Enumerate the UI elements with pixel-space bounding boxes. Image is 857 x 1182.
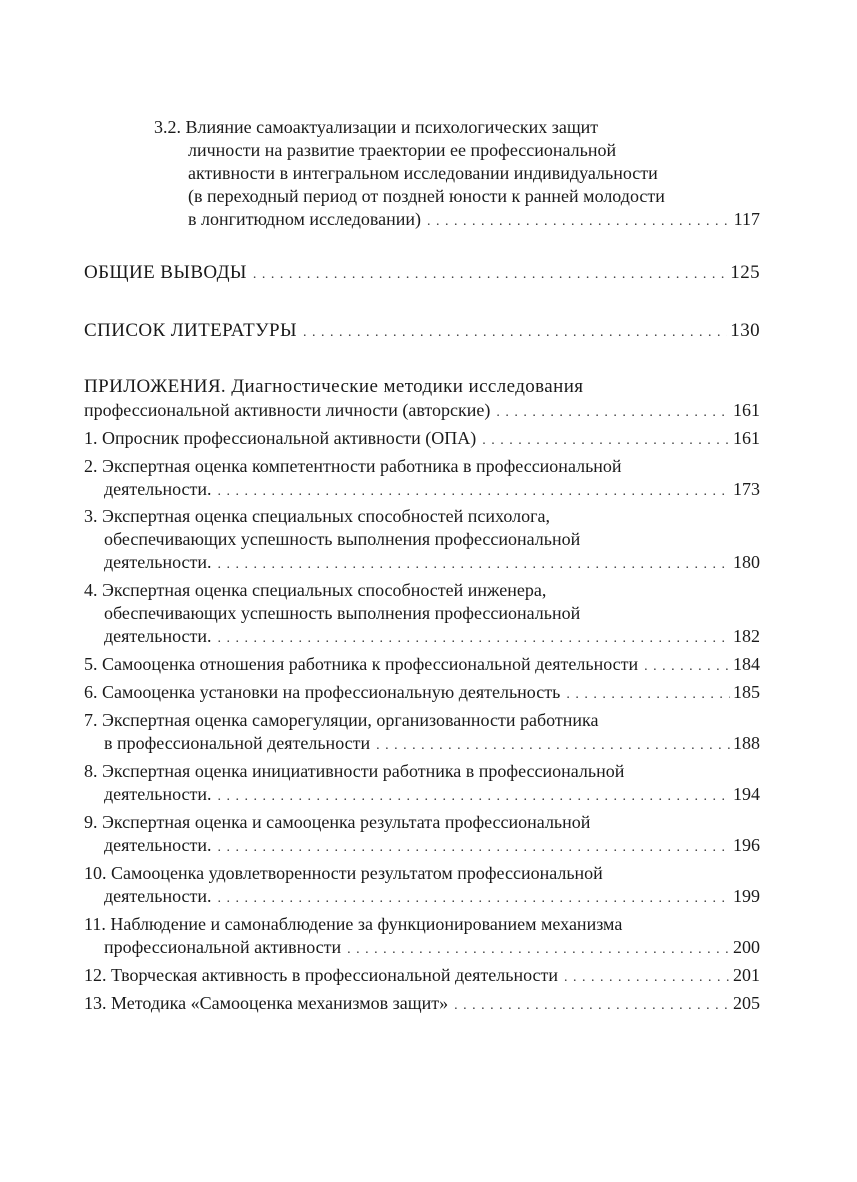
entry-line: 11. Наблюдение и самонаблюдение за функционированием механизма — [84, 914, 623, 934]
entry-line: активности в интегральном исследовании индивидуальности — [188, 163, 658, 183]
page-number: 161 — [733, 428, 760, 448]
dot-leader — [427, 208, 731, 233]
page-number: 173 — [733, 479, 760, 499]
entry-title: 12. Творческая активность в профессиональной деятельности — [84, 965, 559, 985]
page-number: 196 — [733, 835, 760, 855]
page-number: 199 — [733, 886, 760, 906]
entry-title: СПИСОК ЛИТЕРАТУРЫ — [84, 320, 297, 341]
page-number: 161 — [733, 400, 760, 420]
entry-line: 2. Экспертная оценка компетентности работника в профессиональной — [84, 456, 622, 476]
dot-leader — [347, 936, 730, 961]
page-number: 201 — [733, 965, 760, 985]
entry-line: 7. Экспертная оценка саморегуляции, организованности работника — [84, 710, 599, 730]
entry-title: ОБЩИЕ ВЫВОДЫ — [84, 262, 247, 283]
entry-title: деятельности. — [104, 835, 212, 855]
entry-title: деятельности. — [104, 886, 212, 906]
entry-title: деятельности. — [104, 479, 212, 499]
entry-line: личности на развитие траектории ее профессиональной — [188, 140, 617, 160]
page-number: 125 — [730, 262, 760, 283]
page-number: 185 — [733, 682, 760, 702]
page-number: 184 — [733, 654, 760, 674]
page-number: 205 — [733, 993, 760, 1013]
dot-leader — [376, 732, 730, 757]
dot-leader — [218, 885, 730, 910]
dot-leader — [253, 262, 727, 286]
dot-leader — [218, 834, 730, 859]
entry-title: профессиональной активности — [104, 937, 342, 957]
entry-title: 6. Самооценка установки на профессиональную деятельность — [84, 682, 561, 702]
page-number: 200 — [733, 937, 760, 957]
dot-leader — [218, 625, 730, 650]
dot-leader — [496, 399, 730, 424]
dot-leader — [218, 551, 730, 576]
dot-leader — [482, 427, 730, 452]
entry-title: деятельности. — [104, 784, 212, 804]
entry-title: 1. Опросник профессиональной активности (ОПА) — [84, 428, 477, 448]
dot-leader — [564, 964, 730, 989]
entry-line: 4. Экспертная оценка специальных способностей инженера, — [84, 580, 547, 600]
entry-line: ПРИЛОЖЕНИЯ. Диагностические методики исследования — [84, 376, 584, 397]
dot-leader — [303, 320, 727, 344]
entry-line: обеспечивающих успешность выполнения профессиональной — [104, 603, 581, 623]
page-number: 188 — [733, 733, 760, 753]
entry-title: в профессиональной деятельности — [104, 733, 371, 753]
entry-line: 8. Экспертная оценка инициативности работника в профессиональной — [84, 761, 625, 781]
entry-title: 5. Самооценка отношения работника к профессиональной деятельности — [84, 654, 639, 674]
page-number: 194 — [733, 784, 760, 804]
dot-leader — [566, 681, 730, 706]
entry-title: 13. Методика «Самооценка механизмов защит» — [84, 993, 449, 1013]
entry-title: профессиональной активности личности (авторские) — [84, 400, 491, 420]
entry-line: 9. Экспертная оценка и самооценка результата профессиональной — [84, 812, 591, 832]
dot-leader — [644, 653, 730, 678]
dot-leader — [454, 992, 730, 1017]
entry-title: деятельности. — [104, 552, 212, 572]
entry-line: 3. Экспертная оценка специальных способностей психолога, — [84, 506, 550, 526]
entry-line: (в переходный период от поздней юности к ранней молодости — [188, 186, 665, 206]
page-number: 130 — [730, 320, 760, 341]
dot-leader — [218, 783, 730, 808]
entry-line: обеспечивающих успешность выполнения профессиональной — [104, 529, 581, 549]
entry-line: 3.2. Влияние самоактуализации и психологических защит — [154, 117, 599, 137]
dot-leader — [218, 478, 730, 503]
page-number: 180 — [733, 552, 760, 572]
page-number: 117 — [733, 209, 760, 229]
page-number: 182 — [733, 626, 760, 646]
entry-title: в лонгитюдном исследовании) — [188, 209, 422, 229]
entry-title: деятельности. — [104, 626, 212, 646]
entry-line: 10. Самооценка удовлетворенности результатом профессиональной — [84, 863, 603, 883]
